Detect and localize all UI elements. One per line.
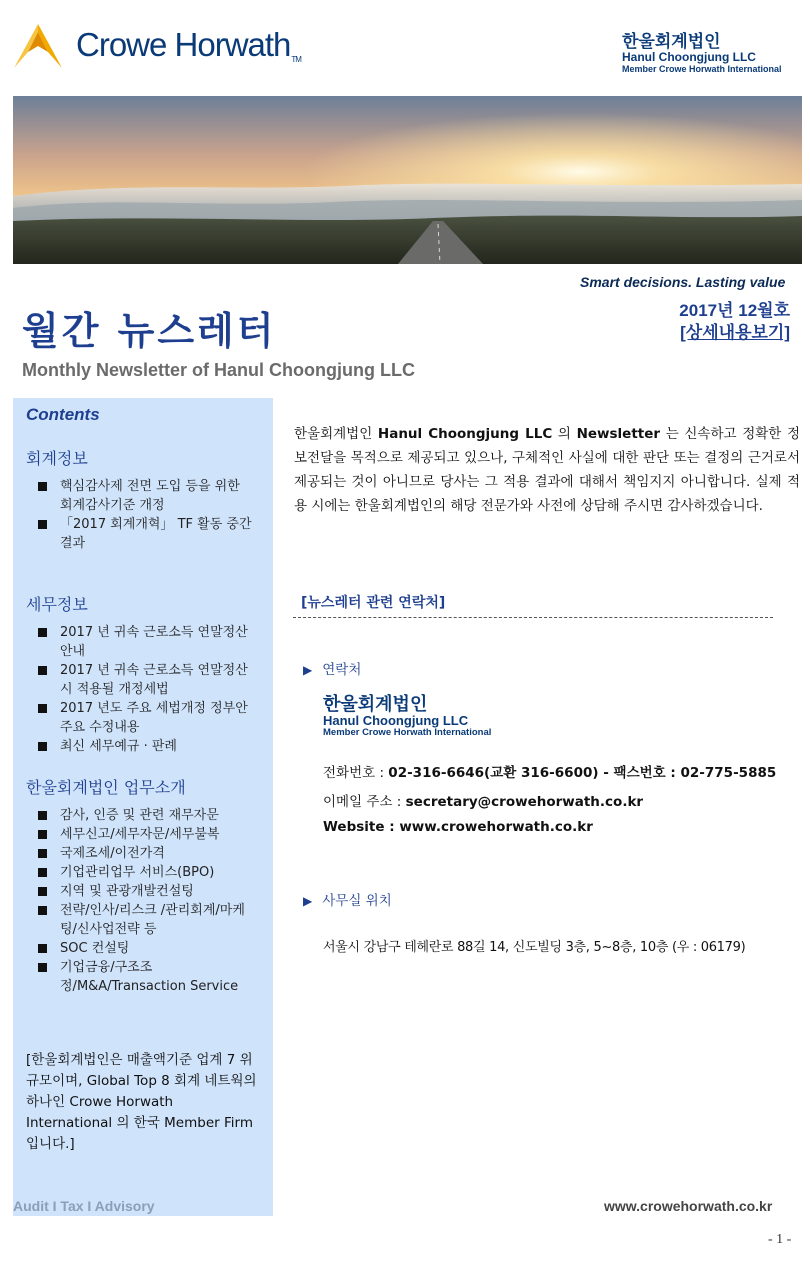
list-item[interactable]: 핵심감사제 전면 도입 등을 위한 회계감사기준 개정 [36, 477, 256, 515]
website-link[interactable]: www.crowehorwath.co.kr [399, 819, 593, 835]
list-item: 감사, 인증 및 관련 재무자문 [36, 806, 256, 825]
brand-name: Crowe HorwathTM [76, 26, 301, 64]
firm-member: Member Crowe Horwath International [323, 727, 492, 738]
firm-name-en: Hanul Choongjung LLC [622, 50, 756, 64]
hero-sunset-image [13, 96, 802, 264]
firm-member: Member Crowe Horwath International [622, 64, 782, 74]
triangle-right-icon: ▶ [303, 663, 313, 677]
triangle-right-icon: ▶ [303, 894, 313, 908]
firm-logo-small [323, 695, 491, 738]
detail-link[interactable]: [상세내용보기] [680, 323, 790, 342]
firm-logo [622, 32, 782, 75]
accounting-list [36, 477, 256, 553]
list-item: 전략/인사/리스크 /관리회계/마케팅/신사업전략 등 [36, 901, 256, 939]
phone-line: 전화번호 : 02-316-6646(교환 316-6600) - 팩스번호 : 02-775-5885 [323, 765, 777, 781]
contact-heading: [뉴스레터 관련 연락처] [301, 595, 446, 611]
email-line: 이메일 주소 : secretary@crowehorwath.co.kr [323, 794, 644, 810]
list-item: 지역 및 관광개발컨설팅 [36, 882, 256, 901]
list-item: 국제조세/이전가격 [36, 844, 256, 863]
services-list [36, 806, 256, 996]
phone-number[interactable]: 02-316-6646(교환 316-6600) [388, 765, 599, 781]
section-heading-accounting: 회계정보 [26, 449, 88, 468]
firm-name-ko: 한울회계법인 [622, 32, 721, 51]
section-heading-tax: 세무정보 [26, 595, 88, 614]
firm-note: [한울회계법인은 매출액기준 업계 7 위 규모이며, Global Top 8 회계 네트웍의 하나인 Crowe Horwath International 의 한국 Member Firm 입니다.] [26, 1052, 257, 1152]
footer-services: Audit I Tax I Advisory [13, 1198, 155, 1214]
list-item: 세무신고/세무자문/세무불복 [36, 825, 256, 844]
list-item: 기업관리업무 서비스(BPO) [36, 863, 256, 882]
contact-subheading: ▶ 연락처 [303, 662, 362, 678]
email-link[interactable]: secretary@crowehorwath.co.kr [405, 794, 644, 810]
page-title: 월간 뉴스레터 [22, 309, 277, 353]
tax-list [36, 623, 256, 756]
list-item[interactable]: 2017 년도 주요 세법개정 정부안 주요 수정내용 [36, 699, 256, 737]
list-item[interactable]: 2017 년 귀속 근로소득 연말정산 시 적용될 개정세법 [36, 661, 256, 699]
list-item: 기업금융/구조조정/M&A/Transaction Service [36, 958, 256, 996]
list-item: SOC 컨설팅 [36, 939, 256, 958]
divider [293, 617, 773, 618]
firm-name-en: Hanul Choongjung LLC [323, 713, 469, 728]
list-item[interactable]: 「2017 회계개혁」 TF 활동 중간 결과 [36, 515, 256, 553]
tagline: Smart decisions. Lasting value [580, 274, 786, 290]
intro-paragraph: 한울회계법인 Hanul Choongjung LLC 의 Newsletter 는 신속하고 정확한 정보전달을 목적으로 제공되고 있으나, 구체적인 사실에 대한 판단 또는 결정의 근거로서 제공되는 것이 아니므로 당사는 그 적용 결과에 대해서 책임지지 아니합니다. 실제 적용 시에는 한울회계법인의 해당 전문가와 사전에 상담해 주시면 감사하겠습니다. [294, 426, 801, 514]
firm-name-ko: 한울회계법인 [323, 694, 428, 714]
website-line: Website : www.crowehorwath.co.kr [323, 819, 593, 835]
office-address: 서울시 강남구 테헤란로 88길 14, 신도빌딩 3층, 5~8층, 10층 (우 : 06179) [323, 940, 746, 955]
section-heading-services: 한울회계법인 업무소개 [26, 778, 186, 797]
footer-website[interactable]: www.crowehorwath.co.kr [604, 1198, 773, 1214]
subtitle: Monthly Newsletter of Hanul Choongjung LLC [22, 360, 415, 380]
issue-block [600, 300, 790, 344]
contents-heading: Contents [26, 405, 100, 424]
issue-date: 2017년 12월호 [679, 301, 790, 320]
office-subheading: ▶ 사무실 위치 [303, 893, 392, 909]
page-number: - 1 - [768, 1232, 792, 1247]
crowe-logo-icon [12, 22, 64, 70]
list-item[interactable]: 2017 년 귀속 근로소득 연말정산 안내 [36, 623, 256, 661]
fax-number: 02-775-5885 [680, 765, 777, 781]
list-item[interactable]: 최신 세무예규 · 판례 [36, 737, 256, 756]
